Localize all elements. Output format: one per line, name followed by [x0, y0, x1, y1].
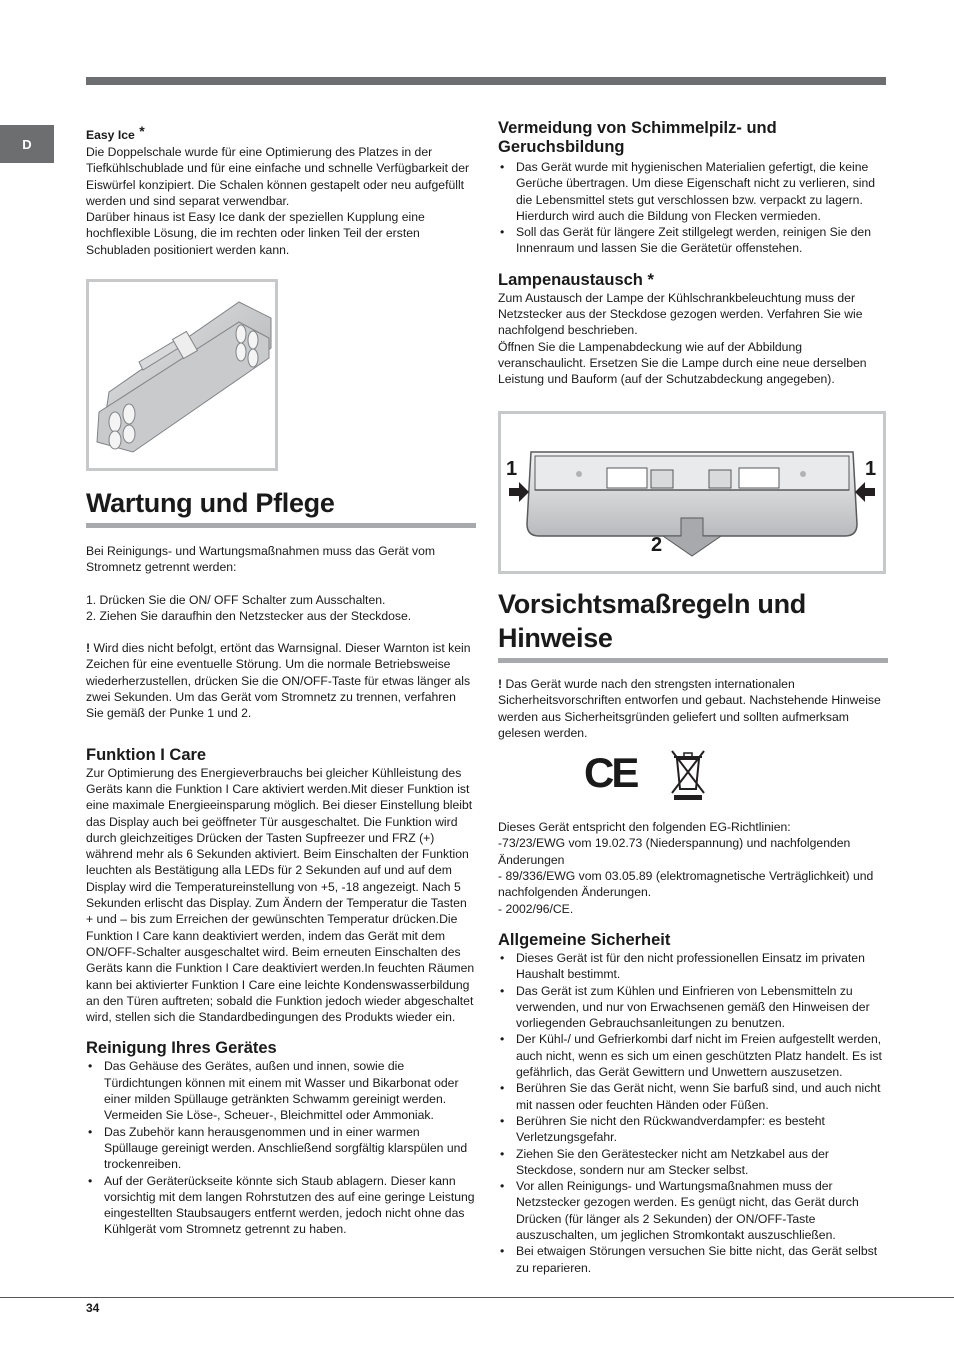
- list-item: • Berühren Sie das Gerät nicht, wenn Sie barfuß sind, und auch nicht mit nassen oder feuchten Händen oder Füßen.: [498, 1080, 888, 1113]
- directive-line: Dieses Gerät entspricht den folgenden EG-Richtlinien:: [498, 820, 791, 835]
- precautions-warning: [498, 676, 888, 741]
- footer-rule: [0, 1297, 954, 1298]
- maintenance-section: [86, 486, 476, 1238]
- list-item: • Vor allen Reinigungs- und Wartungsmaßnahmen muss der Netzstecker gezogen werden. Es genügt nicht, das Gerät durch Drücken (für länger als 2 Sekunden) der ON/OFF-Taste auszuschalten, um jeglichen Stromkontakt auszuschließen.: [498, 1178, 888, 1243]
- list-item: • Bei etwaigen Störungen versuchen Sie bitte nicht, das Gerät selbst zu reparieren.: [498, 1243, 888, 1276]
- list-item: • Soll das Gerät für längere Zeit stillgelegt werden, reinigen Sie den Innenraum und lassen Sie die Gerätetür offenstehen.: [498, 224, 888, 257]
- list-item: • Ziehen Sie den Gerätestecker nicht am Netzkabel aus der Steckdose, sondern nur am Stecker selbst.: [498, 1146, 888, 1179]
- maintenance-title: Wartung und Pflege: [86, 488, 335, 518]
- maintenance-step: 2. Ziehen Sie daraufhin den Netzstecker aus der Steckdose.: [86, 608, 412, 623]
- warning-mark: !: [86, 641, 91, 656]
- maintenance-intro: Bei Reinigungs- und Wartungsmaßnahmen muss das Gerät vom Stromnetz getrennt werden:: [86, 544, 436, 575]
- easy-ice-star: *: [139, 123, 145, 139]
- directive-line: -73/23/EWG vom 19.02.73 (Niederspannung) und nachfolgenden Änderungen: [498, 836, 851, 867]
- lamp-paragraph-2: Öffnen Sie die Lampenabdeckung wie auf der Abbildung veranschaulicht. Ersetzen Sie die Lampe durch eine neue derselben Leistung und Bauform (auf der Schutzabdeckung angegeben).: [498, 339, 867, 387]
- list-item: • Der Kühl-/ und Gefrierkombi darf nicht im Freien aufgestellt werden, auch nicht, wenn es sich um einen geschützten Platz handelt. Es ist gefährlich, das Gerät Gewittern und Unwettern auszusetzen.: [498, 1031, 888, 1080]
- language-tab: [0, 125, 54, 163]
- list-item: • Das Gerät wurde mit hygienischen Materialien gefertigt, die keine Gerüche übertragen. Um diese Eigenschaft nicht zu verlieren, sind die Lebensmittel stets gut verschlossen bzw. verpackt zu lagern. Hierdurch wird auch die Bildung von Flecken vermieden.: [498, 159, 888, 224]
- list-item: • Das Gehäuse des Gerätes, außen und innen, sowie die Türdichtungen können mit einem mit Wasser und Bikarbonat oder einer milden Spüllauge getränkten Schwamm gereinigt werden. Vermeiden Sie Löse-, Scheuer-, Bleichmittel oder Ammoniak.: [86, 1058, 476, 1123]
- directive-line: - 89/336/EWG vom 03.05.89 (elektromagnetische Verträglichkeit) und nachfolgenden Änderungen.: [498, 869, 874, 900]
- easy-ice-paragraph-2: Darüber hinaus ist Easy Ice dank der speziellen Kupplung eine hochflexible Lösung, die im rechten oder linken Teil der ersten Schubladen positioniert werden kann.: [86, 210, 425, 257]
- right-column: [498, 119, 888, 388]
- safety-title: Allgemeine Sicherheit: [498, 930, 671, 949]
- list-item: • Dieses Gerät ist für den nicht professionellen Einsatz im privaten Haushalt bestimmt.: [498, 950, 888, 983]
- mold-list: [498, 159, 888, 257]
- easy-ice-paragraph-1: Die Doppelschale wurde für eine Optimierung des Platzes in der Tiefkühlschublade und für eine einfache und schnelle Verfügbarkeit der Eiswürfel konzipiert. Die Schalen können gestapelt oder neu aufgefüllt werden und sind separat verwendbar.: [86, 145, 470, 208]
- safety-list: [498, 950, 888, 1276]
- precautions-section: [498, 587, 888, 1276]
- easy-ice-title: Easy Ice: [86, 128, 135, 142]
- maintenance-warning-text: Wird dies nicht befolgt, ertönt das Warnsignal. Dieser Warnton ist kein Zeichen für eine eventuelle Störung. Um die normale Betriebsweise wiederherzustellen, drücken Sie die ON/OFF-Taste für etwas länger als zwei Sekunden. Um das Gerät vom Stromnetz zu trennen, verfahren Sie gemäß der Punke 1 und 2.: [86, 641, 471, 721]
- ce-mark: CE: [584, 749, 637, 797]
- cleaning-list: [86, 1058, 476, 1237]
- icare-title: Funktion I Care: [86, 745, 207, 764]
- mold-title: Vermeidung von Schimmelpilz- und Geruchsbildung: [498, 119, 777, 156]
- lamp-paragraph-1: Zum Austausch der Lampe der Kühlschrankbeleuchtung muss der Netzstecker aus der Steckdose gezogen werden. Verfahren Sie wie nachfolgend beschrieben.: [498, 290, 863, 338]
- page-number: 34: [86, 1301, 100, 1315]
- lamp-figure: [498, 411, 886, 574]
- figure-label-2: 2: [651, 534, 663, 556]
- header-bar: [86, 77, 886, 85]
- easy-ice-image: [86, 279, 278, 471]
- maintenance-steps: [86, 592, 476, 625]
- precautions-warning-text: Das Gerät wurde nach den strengsten internationalen Sicherheitsvorschriften entworfen und gebaut. Nachstehende Hinweise werden aus Sicherheitsgründen geliefert und sollten aufmerksam gelesen werden.: [498, 677, 881, 740]
- directive-line: - 2002/96/CE.: [498, 901, 574, 916]
- maintenance-warning: [86, 640, 476, 721]
- certification-marks: [498, 741, 888, 805]
- precautions-title: Vorsichtsmaßregeln und Hinweise: [498, 589, 806, 653]
- maintenance-step: 1. Drücken Sie die ON/ OFF Schalter zum Ausschalten.: [86, 592, 386, 607]
- figure-label-1-left: 1: [506, 458, 518, 480]
- icare-text: Zur Optimierung des Energieverbrauchs bei gleicher Kühlleistung des Geräts kann die Funktion I Care aktiviert werden.Mit dieser Funktion ist eine maximale Energieeinsparung möglich. Bei dieser Einstellung bleibt das Display auch bei geöffneter Tür ausgeschaltet. Die Funktion wird durch gleichzeitiges Drücken der Tasten Supfreezer und FRZ (+) während mehr als 6 Sekunden aktiviert. Beim Einschalten der Funktion leuchten als Bestätigung alla LEDs für 2 Sekunden auf und auf dem Display wird die Temperatureinstellung von +5, -18 angezeigt. Nach 5 Sekunden erlischt das Display. Zum Ändern der Temperatur die Tasten + und – bis zum Erreichen der gewünschten Temperatur drücken.Die Funktion I Care kann deaktiviert werden, indem das Gerät mit dem ON/OFF-Schalter ausgeschaltet wird. Beim erneuten Einschalten des Geräts kann die Funktion I Care deaktiviert werden.In feuchten Räumen kann bei aktivierter Funktion I Care eine leichte Kondenswasserbildung an den Türen auftreten; sobald die Funktion jedoch wieder abgeschaltet wird, stellen sich die Standardbedingungen des Produkts wieder ein.: [86, 765, 475, 1025]
- language-tab-label: D: [22, 136, 32, 152]
- ice-tray-illustration: [89, 282, 275, 468]
- lamp-title: Lampenaustausch *: [498, 270, 654, 289]
- list-item: • Berühren Sie nicht den Rückwandverdampfer: es besteht Verletzungsgefahr.: [498, 1113, 888, 1146]
- figure-label-1-right: 1: [865, 458, 877, 480]
- list-item: • Das Gerät ist zum Kühlen und Einfrieren von Lebensmitteln zu verwenden, und nur von Erwachsenen gemäß den Hinweisen der vorliegenden Gebrauchsanleitungen zu benutzen.: [498, 983, 888, 1032]
- warning-mark: !: [498, 677, 503, 691]
- cleaning-title: Reinigung Ihres Gerätes: [86, 1039, 277, 1058]
- precautions-title-rule: [498, 658, 888, 663]
- list-item: • Das Zubehör kann herausgenommen und in einer warmen Spüllauge gereinigt werden. Anschließend sorgfältig klarspülen und trockenreiben.: [86, 1124, 476, 1173]
- left-column: [86, 120, 476, 258]
- lamp-cover-illustration: [501, 414, 883, 571]
- maintenance-title-rule: [86, 523, 476, 528]
- list-item: • Auf der Geräterückseite könnte sich Staub ablagern. Dieser kann vorsichtig mit dem langen Rohrstutzen des auf eine geringe Leistung eingestellten Staubsaugers entfernt werden, jedoch nicht ohne das Kühlgerät vom Stromnetz getrennt zu haben.: [86, 1173, 476, 1238]
- weee-bin-icon: [668, 747, 708, 801]
- easy-ice-section: [86, 122, 476, 258]
